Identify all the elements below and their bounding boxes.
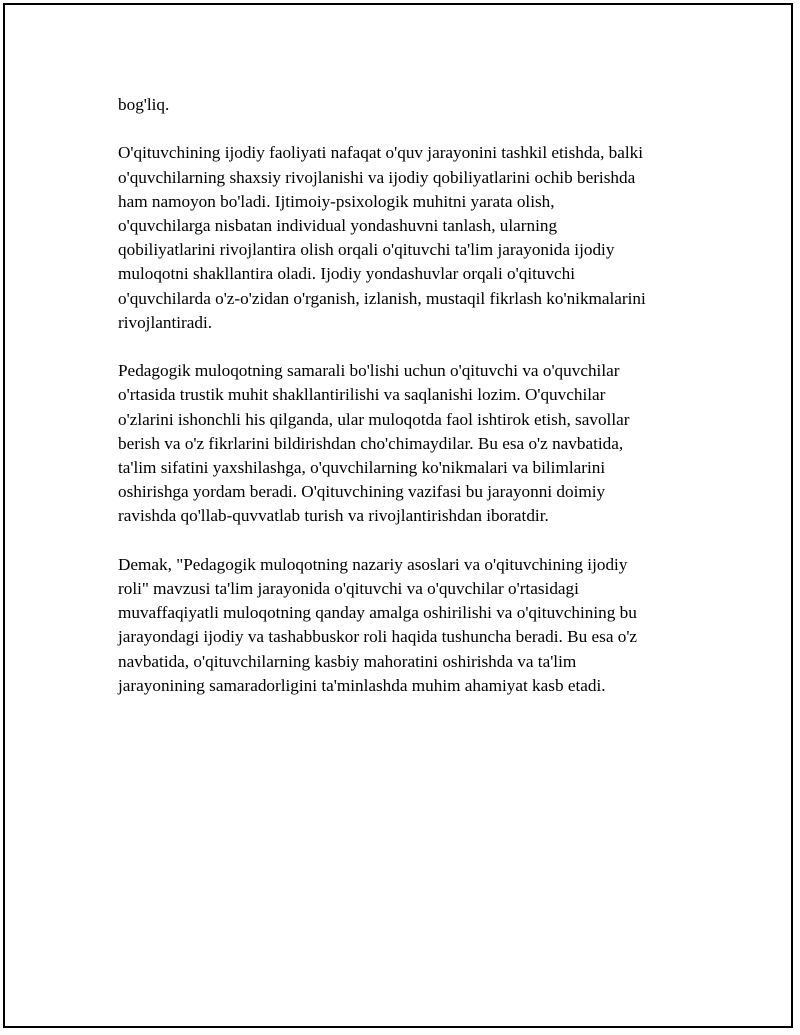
document-body [118, 93, 698, 722]
paragraph-conclusion: Demak, "Pedagogik muloqotning nazariy asoslari va o'qituvchining ijodiy roli" mavzusi ta'lim jarayonida o'qituvchi va o'quvchilar o'rtasidagi muvaffaqiyatli muloqotning qanday amalga oshirilishi va o'qituvchining bu jarayondagi ijodiy va tashabbuskor roli haqida tushuncha beradi. Bu esa o'z navbatida, o'qituvchilarning kasbiy mahoratini oshirishda va ta'lim jarayonining samaradorligini ta'minlashda muhim ahamiyat kasb etadi. [118, 554, 638, 695]
paragraph-creative-activity: O'qituvchining ijodiy faoliyati nafaqat o'quv jarayonini tashkil etishda, balki o'quvchilarning shaxsiy rivojlanishi va ijodiy qobiliyatlarini ochib berishda ham namoyon bo'ladi. Ijtimoiy-psixologik muhitni yarata olish, o'quvchilarga nisbatan individual yondashuvni tanlash, ularning qobiliyatlarini rivojlantira olish orqali o'qituvchi ta'lim jarayonida ijodiy muloqotni shakllantira oladi. Ijodiy yondashuvlar orqali o'qituvchi o'quvchilarda o'z-o'zidan o'rganish, izlanish, mustaqil fikrlash ko'nikmalarini rivojlantiradi. [118, 143, 646, 332]
paragraph-continuation: bog'liq. [118, 95, 170, 114]
paragraph-trust-environment: Pedagogik muloqotning samarali bo'lishi uchun o'qituvchi va o'quvchilar o'rtasida trustik muhit shakllantirilishi va saqlanishi lozim. O'quvchilar o'zlarini ishonchli his qilganda, ular muloqotda faol ishtirok etish, savollar berish va o'z fikrlarini bildirishdan cho'chimaydilar. Bu esa o'z navbatida, ta'lim sifatini yaxshilashga, o'quvchilarning ko'nikmalari va bilimlarini oshirishga yordam beradi. O'qituvchining vazifasi bu jarayonni doimiy ravishda qo'llab-quvvatlab turish va rivojlantirishdan iboratdir. [118, 361, 630, 526]
